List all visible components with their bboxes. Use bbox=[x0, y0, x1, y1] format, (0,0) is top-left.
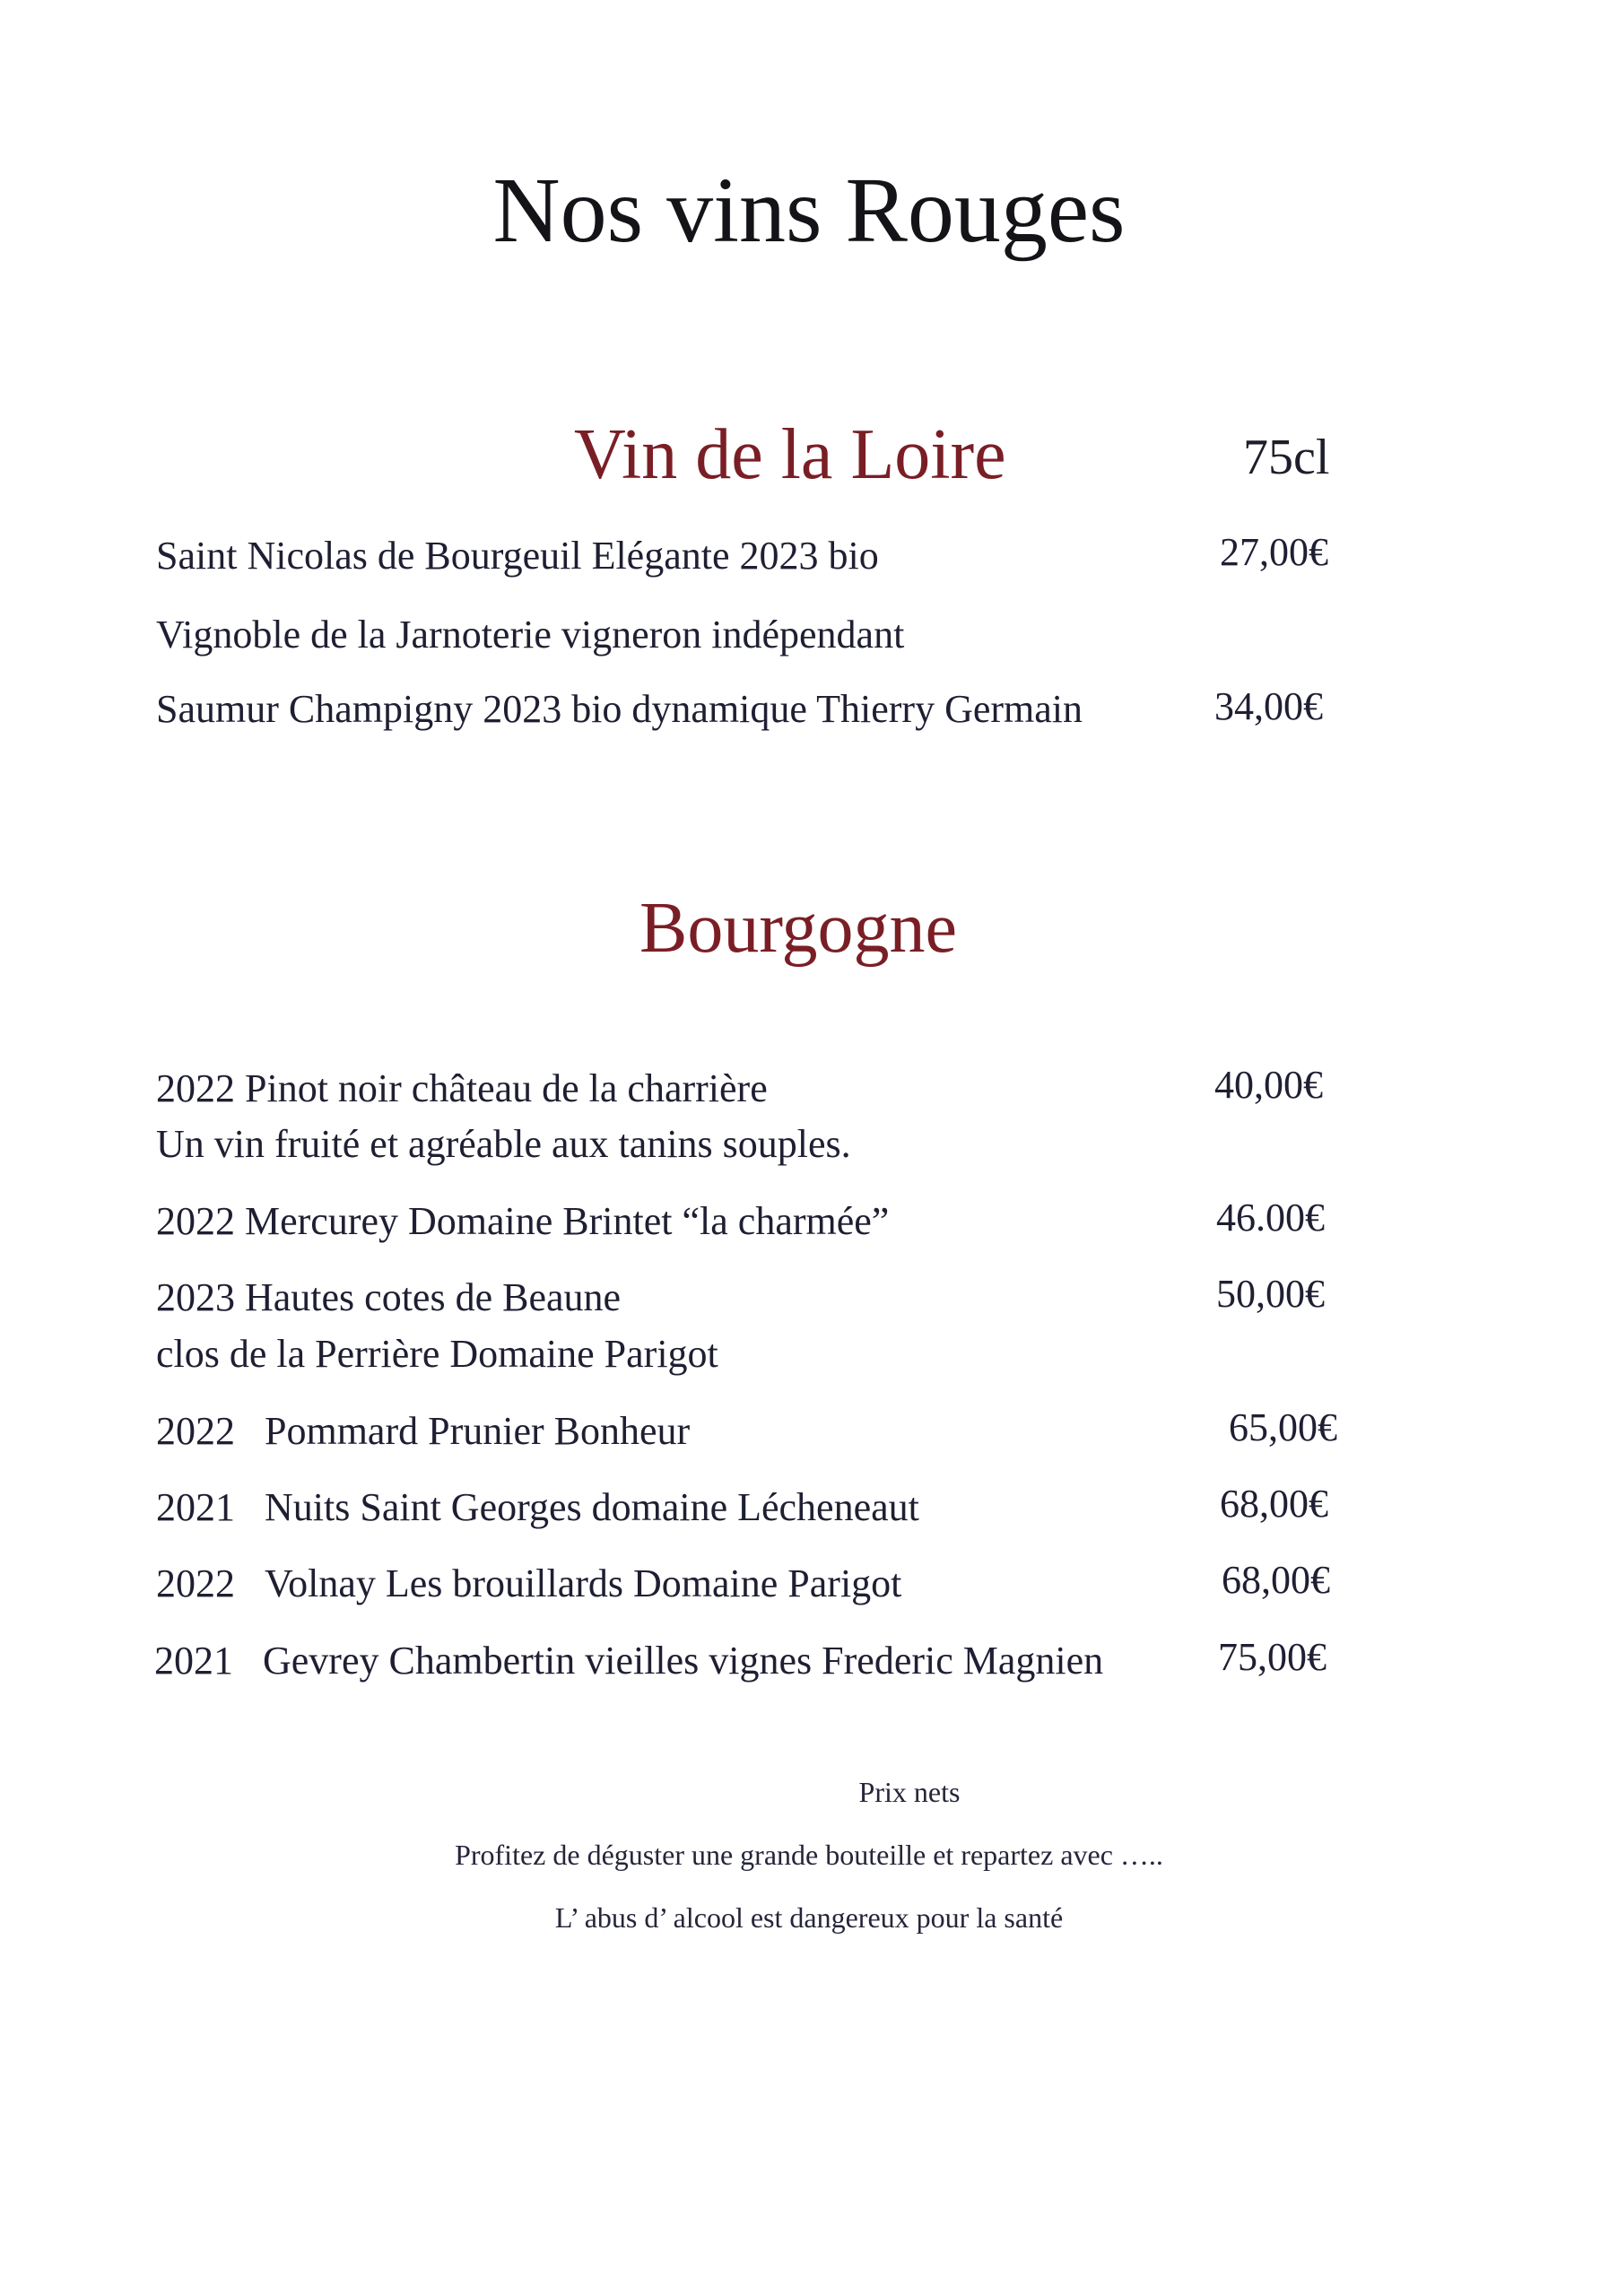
footer-net-prices: Prix nets bbox=[858, 1776, 961, 1808]
wine-price: 46.00€ bbox=[1216, 1196, 1325, 1239]
wine-name: 2022 Pinot noir château de la charrière bbox=[156, 1066, 768, 1110]
wine-note: clos de la Perrière Domaine Parigot bbox=[156, 1332, 718, 1376]
wine-price: 34,00€ bbox=[1214, 684, 1323, 728]
footer-tagline: Profitez de déguster une grande bouteille et repartez avec ….. bbox=[455, 1839, 1163, 1871]
wine-year: 2022 bbox=[156, 1561, 235, 1605]
wine-price: 75,00€ bbox=[1218, 1635, 1327, 1679]
wine-price: 65,00€ bbox=[1229, 1405, 1337, 1449]
wine-price: 68,00€ bbox=[1222, 1558, 1330, 1602]
wine-price: 68,00€ bbox=[1220, 1482, 1328, 1526]
wine-name: Saint Nicolas de Bourgeuil Elégante 2023 bio bbox=[156, 534, 879, 578]
wine-name: Pommard Prunier Bonheur bbox=[265, 1409, 691, 1453]
wine-price: 50,00€ bbox=[1216, 1272, 1325, 1316]
wine-producer-line: Vignoble de la Jarnoterie vigneron indépendant bbox=[156, 613, 905, 657]
wine-year: 2021 bbox=[156, 1485, 235, 1529]
wine-year: 2021 bbox=[154, 1639, 233, 1683]
page-title: Nos vins Rouges bbox=[492, 159, 1126, 262]
wine-name: Volnay Les brouillards Domaine Parigot bbox=[265, 1561, 902, 1605]
wine-year: 2022 bbox=[156, 1409, 235, 1453]
section-title-bourgogne: Bourgogne bbox=[639, 889, 958, 968]
wine-name: 2023 Hautes cotes de Beaune bbox=[156, 1275, 622, 1319]
bottle-size-header: 75cl bbox=[1243, 430, 1330, 485]
wine-price: 27,00€ bbox=[1220, 530, 1328, 574]
section-title-loire: Vin de la Loire bbox=[574, 415, 1006, 494]
wine-name: Nuits Saint Georges domaine Lécheneaut bbox=[265, 1485, 919, 1529]
footer-health-warning: L’ abus d’ alcool est dangereux pour la santé bbox=[554, 1901, 1064, 1934]
wine-name: 2022 Mercurey Domaine Brintet “la charmée” bbox=[156, 1199, 890, 1243]
wine-name: Saumur Champigny 2023 bio dynamique Thierry Germain bbox=[156, 687, 1083, 731]
wine-price: 40,00€ bbox=[1214, 1063, 1323, 1107]
wine-note: Un vin fruité et agréable aux tanins souples. bbox=[156, 1122, 851, 1166]
wine-name: Gevrey Chambertin vieilles vignes Frederic Magnien bbox=[263, 1639, 1104, 1683]
